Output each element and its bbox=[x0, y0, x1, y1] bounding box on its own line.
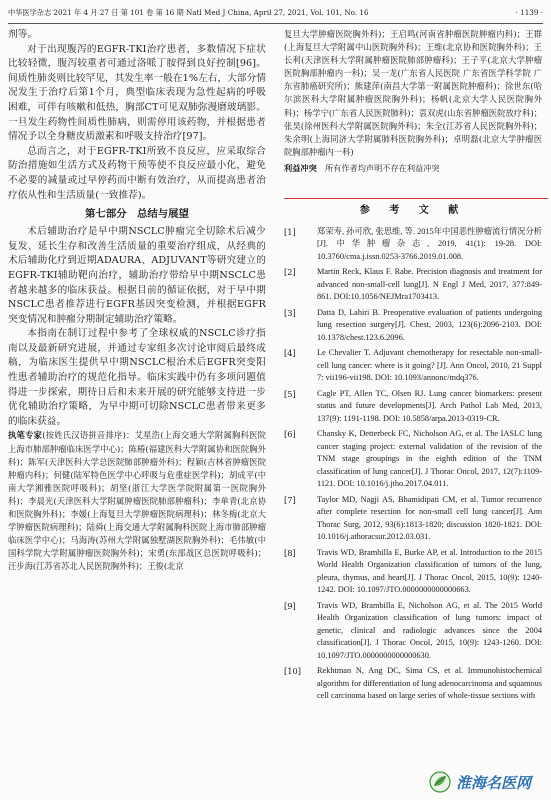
left-column bbox=[8, 28, 266, 792]
reference-number: [3] bbox=[284, 307, 296, 318]
reference-text: 郑荣寿, 孙可欣, 张思维, 等. 2015年中国恶性肿瘤流行情况分析[J]. 中华肿瘤杂志, 2019, 41(1): 19-28. DOI: 10.3760/cma.j.issn.0253-3766.2019.01.008. bbox=[317, 226, 542, 261]
reference-item bbox=[284, 665, 542, 703]
reference-item bbox=[284, 547, 542, 597]
reference-text: Chansky K, Detterbeck FC, Nicholson AG, et al. The IASLC lung cancer staging project: external validation of the revision of the TNM stage groupings in the eighth edition of the TNM classification of lung cancer[J]. J Thorac Oncol, 2017, 12(7):1109-1121. DOI: 10.1016/j.jtho.2017.04.011. bbox=[317, 429, 542, 489]
reference-number: [10] bbox=[284, 666, 302, 677]
reference-text: Le Chevalier T. Adjuvant chemotherapy for resectable non-small-cell lung cancer: where is it going? [J]. Ann Oncol, 2010, 21 Suppl 7: vii196-vii198. DOI: 10.1093/annonc/mdq376. bbox=[317, 348, 542, 383]
paragraph-guideline: 本指南在制订过程中参考了全球权威的NSCLC诊疗指南以及最新研究进展，并通过专家组多次讨论审阅后最终成稿，为临床医生提供早中期NSCLC根治术后EGFR突变阳性患者辅助治疗的规范化指导。临床实践中仍有多项问题值得进一步探索，期待日后和未来开展的研究能够支持进一步优化辅助治疗策略，为早中期可切除NSCLC患者带来更多的临床获益。 bbox=[8, 328, 266, 427]
conflict-of-interest bbox=[284, 162, 542, 175]
reference-text: Travis WD, Brambilla E, Burke AP, et al. Introduction to the 2015 World Health Organization classification of tumors of the lung, pleura, thymus, and heart[J]. J Thorac Oncol, 2015, 10(9): 1240-1242. DOI: 10.1097/JTO.0000000000000663. bbox=[317, 547, 542, 595]
experts-list: (按姓氏汉语拼音排序)：艾星浩(上海交通大学附属胸科医院上海市肺部肿瘤临床医学中心)；陈椿(福建医科大学附属协和医院胸外科)；陈军(天津医科大学总医院肺部肿瘤外科)；程颖(吉林省肿瘤医院肿瘤内科)；何健(陆军特色医学中心呼吸与危重症医学科)；胡成平(中南大学湘雅医院呼吸科)；胡坚(浙江大学医学院附属第一医院胸外科)；李晨光(天津医科大学附属肿瘤医院肺部肿瘤科)；李单青(北京协和医院胸外科)；李媛(上海复旦大学肿瘤医院病理科)；林冬梅(北京大学肿瘤医院病理科)；陆舜(上海交通大学附属胸科医院上海市肺部肿瘤临床医学中心)；马海涛(苏州大学附属独墅湖医院胸外科)；毛伟敏(中国科学院大学附属肿瘤医院胸外科)；宋勇(东部战区总医院呼吸科)；汪步海(江苏省苏北人民医院胸外科)；王俊(北京 bbox=[8, 430, 266, 572]
red-underline-mark bbox=[284, 198, 548, 199]
experts-label: 执笔专家 bbox=[8, 430, 43, 441]
reference-item bbox=[284, 347, 542, 385]
reference-number: [9] bbox=[284, 600, 296, 611]
reference-item bbox=[284, 388, 542, 426]
reference-text: Taylor MD, Nagji AS, Bhamidipati CM, et al. Tumor recurrence after complete resection for non-small cell lung cancer[J]. Ann Thorac Surg, 2012, 93(6):1813-1820; discussion 1820-1821. DOI: 10.1016/j.athoracsur.2012.03.031. bbox=[317, 494, 542, 542]
page-number: · 1139 · bbox=[515, 8, 543, 17]
reference-text: Martin Reck, Klaus F. Rabe. Precision diagnosis and treatment for advanced non-small-cell lung[J]. N Engl J Med, 2017, 377:849-861. DOI:10.1056/NEJMra1703413. bbox=[317, 267, 542, 302]
section-title: 第七部分 总结与展望 bbox=[85, 208, 189, 221]
paragraph-summary: 总而言之，对于EGFR-TKI所致不良反应，应采取综合防治措施如生活方式及药物干预等使不良反应最小化，避免不必要的减量或过早停药而中断有效治疗，从而提高患者治疗依从性和生活质量(一致推荐)。 bbox=[8, 145, 266, 201]
reference-number: [6] bbox=[284, 429, 296, 440]
reference-number: [4] bbox=[284, 348, 296, 359]
leaf-logo-icon bbox=[428, 770, 452, 794]
reference-number: [1] bbox=[284, 226, 296, 237]
paragraph-continued: 剂等。 bbox=[8, 29, 38, 40]
reference-item bbox=[284, 307, 542, 345]
reference-text: Travis WD, Brambilla E, Nicholson AG, et al. The 2015 World Health Organization classification of lung tumors: impact of genetic, clinical and radiologic advances since the 2004 classification[J]. J Thorac Oncol, 2015, 10(9): 1243-1260. DOI: 10.1097/JTO.0000000000000630. bbox=[317, 600, 542, 660]
reference-item bbox=[284, 494, 542, 544]
reference-item bbox=[284, 428, 542, 491]
coi-label: 利益冲突 bbox=[284, 162, 317, 173]
reference-item bbox=[284, 266, 542, 304]
reference-number: [7] bbox=[284, 494, 296, 505]
reference-list bbox=[284, 226, 542, 703]
reference-text: Cagle PT, Allen TC, Olsen RJ. Lung cancer biomarkers: present status and future developments[J]. Arch Pathol Lab Med, 2013, 137(9): 1191-1198. DOI: 10.5858/arpa.2013-0319-CR. bbox=[317, 388, 542, 423]
header-rule bbox=[8, 23, 543, 24]
watermark bbox=[428, 769, 548, 795]
journal-citation: 中华医学杂志 2021 年 4 月 27 日 第 101 卷 第 16 期 Natl Med J China, April 27, 2021, Vol. 101, No. 16 bbox=[8, 8, 369, 17]
watermark-text: 淮海名医网 bbox=[456, 773, 532, 792]
reference-number: [5] bbox=[284, 388, 296, 399]
right-column bbox=[284, 28, 542, 792]
writing-experts bbox=[8, 429, 266, 573]
reference-number: [2] bbox=[284, 267, 296, 278]
paragraph-adjuvant: 术后辅助治疗是早中期NSCLC肿瘤完全切除术后减少复发、延长生存和改善生活质量的重要治疗组成，从经典的术后辅助化疗到近期ADAURA、ADJUVANT等研究建立的EGFR-TKI辅助靶向治疗，辅助治疗带给早中期NSCLC患者越来越多的临床获益。根据目前的循证依据，对于早中期NSCLC患者推荐进行EGFR基因突变检测，并根据EGFR突变情况和肿瘤分期制定辅助治疗策略。 bbox=[8, 226, 266, 325]
reference-item bbox=[284, 226, 542, 264]
references-title: 参 考 文 献 bbox=[359, 204, 467, 216]
reference-number: [8] bbox=[284, 547, 296, 558]
running-header bbox=[8, 6, 543, 20]
reference-text: Rekhtman N, Ang DC, Sima CS, et al. Immunohistochemical algorithm for differentiation of lung adenocarcinoma and squamous cell carcinoma based on large series of whole-tissue sections with bbox=[317, 666, 542, 701]
paragraph-adverse-events: 对于出现腹泻的EGFR-TKI治疗患者，多数情况下症状比较轻微，腹泻较重者可通过洛哌丁胺得到良好控制[96]。间质性肺炎则比较罕见，其发生率一般在1%左右，大部分情况发生于治疗后第1个月，典型临床表现为急性起病的呼吸困难，可伴有咳嗽和低热，胸部CT可见双肺弥漫磨玻璃影。一旦发生药物性间质性肺病，则需停用该药物，并根据患者情况予以全身糖皮质激素和呼吸支持治疗[97]。 bbox=[8, 43, 266, 143]
reference-item bbox=[284, 600, 542, 663]
writing-experts-continued: 复旦大学肿瘤医院胸外科)；王启鸣(河南省肿瘤医院肿瘤内科)；王群(上海复旦大学附属中山医院胸外科)；王维(北京协和医院胸外科)；王长利(天津医科大学附属肿瘤医院肺部肿瘤科)；王子平(北京大学肿瘤医院胸部肿瘤内一科)；吴一龙(广东省人民医院 广东省医学科学院 广东省肺癌研究所)；熊建萍(南昌大学第一附属医院肿瘤科)；徐世东(哈尔滨医科大学附属肿瘤医院胸外科)；杨帆(北京大学人民医院胸外科)；杨学宁(广东省人民医院肺科)；袁双虎(山东省肿瘤医院放疗科)；张昊(徐州医科大学附属医院胸外科)；朱全(江苏省人民医院胸外科)；朱余明(上海同济大学附属肺科医院胸外科)；卓明磊(北京大学肿瘤医院胸部肿瘤内一科) bbox=[284, 29, 542, 157]
reference-text: Datta D, Lahiri B. Preoperative evaluation of patients undergoing lung resection surgery[J]. Chest, 2003, 123(6):2096-2103. DOI: 10.1378/chest.123.6.2096. bbox=[317, 307, 542, 342]
coi-text: 所有作者均声明不存在利益冲突 bbox=[324, 162, 440, 173]
